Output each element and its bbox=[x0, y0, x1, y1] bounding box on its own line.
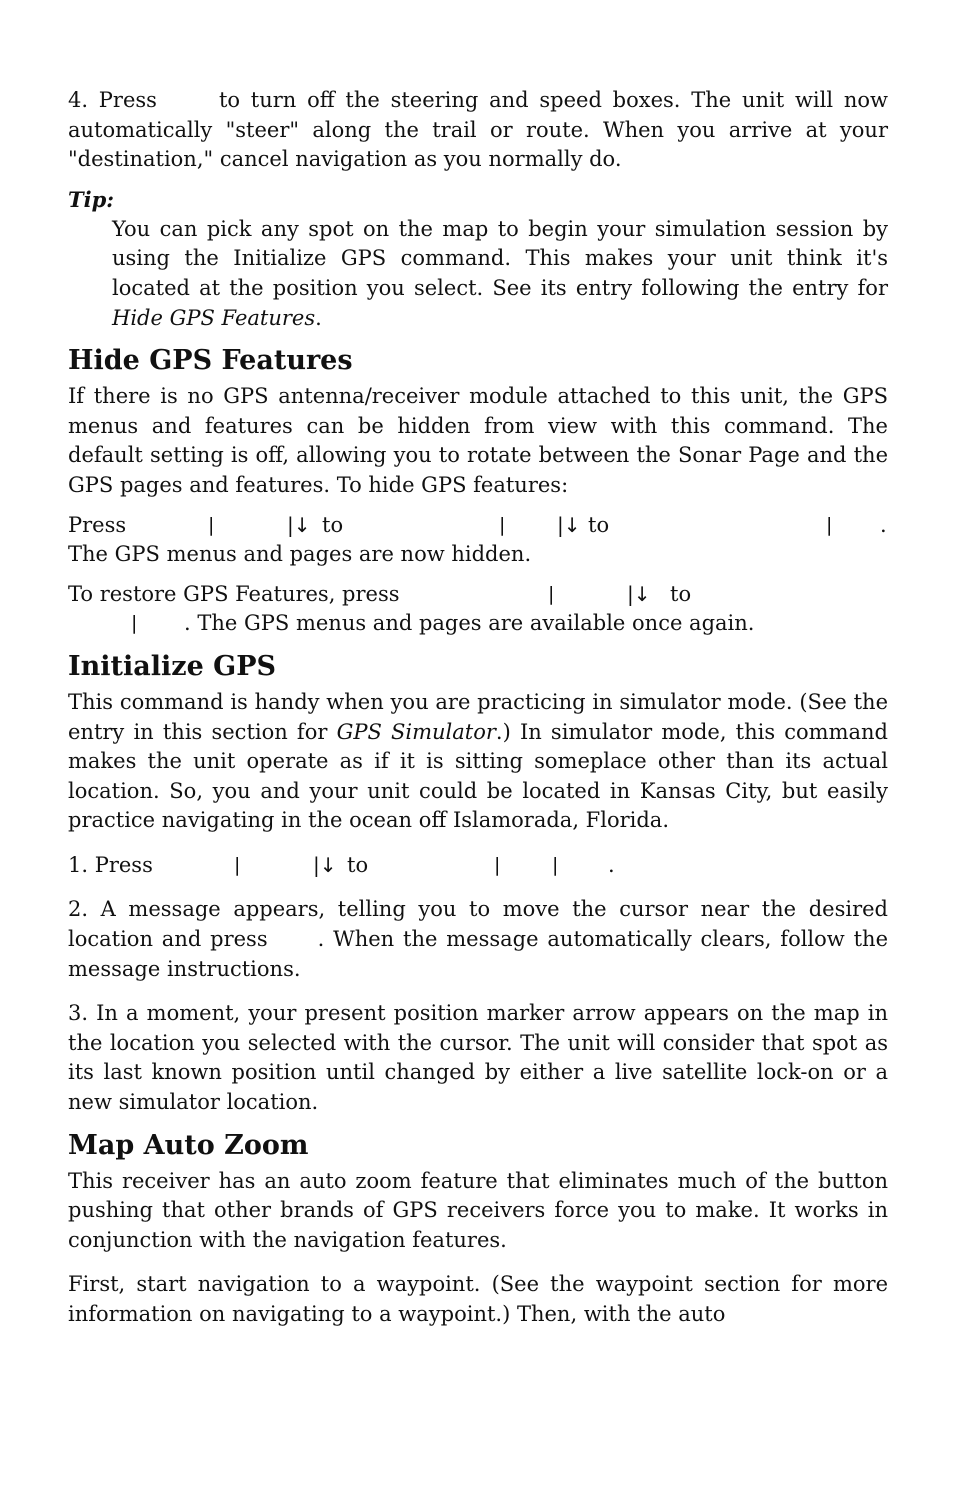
menu-separator: | bbox=[552, 853, 559, 876]
restore-gps-row-2 bbox=[68, 609, 888, 639]
hide-gps-heading: Hide GPS Features bbox=[68, 345, 353, 377]
to-word: to bbox=[670, 581, 692, 606]
tip-label: Tip: bbox=[68, 186, 115, 212]
to-word: to bbox=[322, 512, 344, 537]
press-word: Press bbox=[68, 512, 127, 537]
tip-text: You can pick any spot on the map to begin your simulation session by using the Initialize GPS command. This makes your unit think it's located at the position you select. See its entry following the entry for bbox=[112, 216, 888, 300]
down-arrow-icon: |↓ bbox=[627, 581, 651, 606]
step-4-paragraph bbox=[68, 86, 888, 175]
init-gps-intro-a: This command is handy when you are practicing in simulator mode. (See the entry in this section for bbox=[68, 689, 888, 744]
auto-zoom-heading: Map Auto Zoom bbox=[68, 1129, 309, 1161]
menu-separator: | bbox=[548, 582, 555, 605]
hide-gps-intro: If there is no GPS antenna/receiver module attached to this unit, the GPS menus and features can be hidden from view with this command. The default setting is off, allowing you to rotate between the Sonar Page and the GPS pages and features. To hide GPS features: bbox=[68, 384, 888, 497]
step-4-lead: 4. Press bbox=[68, 88, 157, 112]
down-arrow-icon: |↓ bbox=[557, 512, 581, 537]
auto-zoom-p1: This receiver has an auto zoom feature that eliminates much of the button pushing that other brands of GPS receivers force you to make. It works in conjunction with the navigation features. bbox=[68, 1168, 888, 1252]
down-arrow-icon: |↓ bbox=[287, 512, 311, 537]
tip-reference: Hide GPS Features bbox=[112, 305, 316, 330]
menu-separator: | bbox=[234, 853, 241, 876]
tip-end: . bbox=[315, 305, 322, 330]
menu-separator: | bbox=[494, 853, 501, 876]
restore-lead: To restore GPS Features, press bbox=[68, 581, 400, 606]
down-arrow-icon: |↓ bbox=[313, 852, 337, 877]
auto-zoom-p2: First, start navigation to a waypoint. (See the waypoint section for more information on navigating to a waypoint.) Then, with the auto bbox=[68, 1272, 888, 1326]
menu-separator: | bbox=[499, 513, 506, 536]
to-word: to bbox=[588, 512, 610, 537]
init-gps-heading: Initialize GPS bbox=[68, 650, 277, 682]
step-1-lead: 1. Press bbox=[68, 852, 153, 877]
period: . bbox=[608, 852, 615, 877]
restore-end: . The GPS menus and pages are available once again. bbox=[184, 611, 755, 636]
hide-gps-result: The GPS menus and pages are now hidden. bbox=[68, 542, 532, 567]
restore-gps-row bbox=[68, 580, 888, 610]
step-2-text-a: 2. A message appears, telling you to move the cursor near the desired location and press bbox=[68, 897, 888, 952]
menu-separator: | bbox=[826, 513, 833, 536]
init-gps-intro bbox=[68, 688, 888, 836]
init-gps-step-3: 3. In a moment, your present position marker arrow appears on the map in the location you selected with the cursor. The unit will consider that spot as its last known position until changed by either a live satellite lock-on or a new simulator location. bbox=[68, 1001, 888, 1115]
hide-gps-press-row bbox=[68, 511, 888, 541]
init-gps-step-2 bbox=[68, 895, 888, 984]
init-gps-intro-b: .) In simulator mode, this command makes the unit operate as if it is sitting someplace other than its actual location. So, you and your unit could be located in Kansas City, but easily practice navigating in the ocean off Islamorada, Florida. bbox=[68, 719, 888, 833]
step-4-text: to turn off the steering and speed boxes. The unit will now automatically "steer" along the trail or route. When you arrive at your "destination," cancel navigation as you normally do. bbox=[68, 88, 888, 172]
tip-body bbox=[112, 215, 888, 333]
step-2-text-b: . When the message automatically clears, follow the message instructions. bbox=[68, 927, 888, 981]
menu-separator: | bbox=[131, 612, 138, 635]
menu-separator: | bbox=[208, 513, 215, 536]
manual-page bbox=[68, 86, 888, 1330]
period: . bbox=[880, 512, 887, 537]
gps-simulator-ref: GPS Simulator bbox=[336, 719, 496, 744]
to-word: to bbox=[347, 852, 369, 877]
init-gps-step-1 bbox=[68, 851, 888, 881]
